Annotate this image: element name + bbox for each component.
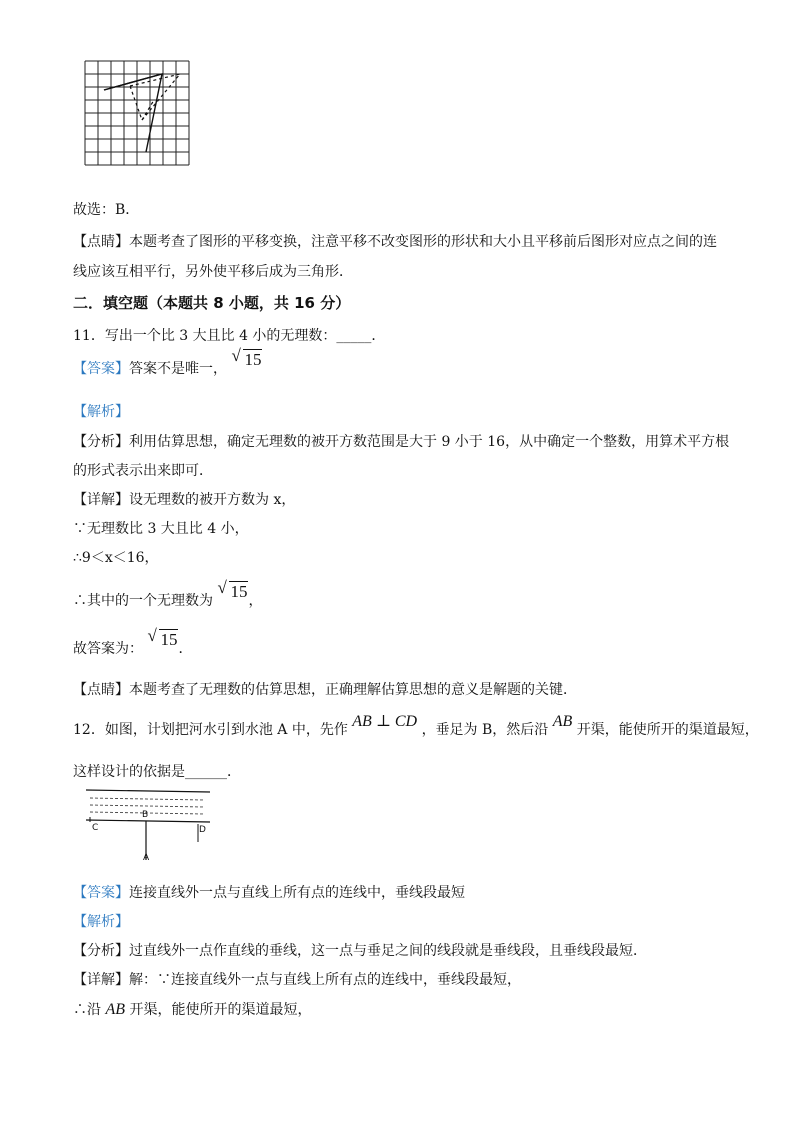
q12-detail xyxy=(73,970,521,990)
q11-question: 11．写出一个比 3 大且比 4 小的无理数：_____． xyxy=(73,328,386,344)
comment-text: 本题考查了无理数的估算思想，正确理解估算思想的意义是解题的关键． xyxy=(129,682,577,698)
detail-2-text: 开渠，能使所开的渠道最短， xyxy=(129,1002,312,1018)
answer-tag: 【答案】 xyxy=(73,361,129,377)
q11-detail-2: ∵无理数比 3 大且比 4 小， xyxy=(73,521,249,537)
q12-question xyxy=(73,713,759,740)
sqrt-expression: √ 15 xyxy=(147,626,178,649)
q11-final xyxy=(73,626,193,659)
detail-text: 设无理数的被开方数为 x， xyxy=(129,492,296,508)
question-text: 12．如图，计划把河水引到水池 A 中，先作 xyxy=(73,722,348,738)
comment-text: 本题考查了图形的平移变换，注意平移不改变图形的形状和大小且平移前后图形对应点之间的连 xyxy=(129,234,717,250)
sqrt-expression: √ 15 xyxy=(217,578,248,601)
label-d: D xyxy=(199,825,206,835)
fenxi-text: 过直线外一点作直线的垂线，这一点与垂足之间的线段就是垂线段，且垂线段最短． xyxy=(129,943,647,959)
q12-question-line2: 这样设计的依据是______． xyxy=(73,764,241,780)
ab-symbol: AB xyxy=(552,713,573,730)
detail-text: 解：∵连接直线外一点与直线上所有点的连线中，垂线段最短， xyxy=(129,972,521,988)
q11-answer xyxy=(73,346,262,379)
sqrt-expression: √ 15 xyxy=(231,346,262,369)
ab-symbol: AB xyxy=(105,1001,125,1018)
detail-4-comma: ， xyxy=(248,593,263,609)
q12-analysis-tag: 【解析】 xyxy=(73,914,129,930)
q11-detail xyxy=(73,490,295,510)
q11-comment xyxy=(73,680,577,700)
q11-detail-4 xyxy=(73,578,263,611)
q11-fenxi xyxy=(73,432,729,452)
fenxi-text: 利用估算思想，确定无理数的被开方数范围是大于 9 小于 16，从中确定一个整数，用算术平方根 xyxy=(129,434,730,450)
q10-comment-line2: 线应该互相平行，另外使平移后成为三角形． xyxy=(73,264,353,280)
q11-detail-3: ∴9＜x＜16， xyxy=(73,550,159,566)
detail-4-text: ∴其中的一个无理数为 xyxy=(73,593,213,609)
question-text: 开渠，能使所开的渠道最短， xyxy=(576,722,759,738)
detail-2-text: ∴沿 xyxy=(73,1002,101,1018)
q11-analysis-tag: 【解析】 xyxy=(73,404,129,420)
comment-tag: 【点睛】 xyxy=(73,234,129,250)
answer-tag: 【答案】 xyxy=(73,885,129,901)
q12-detail-2 xyxy=(73,1000,311,1020)
comment-tag: 【点睛】 xyxy=(73,682,129,698)
q12-fenxi xyxy=(73,941,647,961)
label-c: C xyxy=(92,823,99,833)
answer-text: 连接直线外一点与直线上所有点的连线中，垂线段最短 xyxy=(129,885,465,901)
final-text: 故答案为： xyxy=(73,641,143,657)
detail-tag: 【详解】 xyxy=(73,492,129,508)
fenxi-tag: 【分析】 xyxy=(73,434,129,450)
final-period: ． xyxy=(178,641,193,657)
grid-figure xyxy=(84,60,194,170)
label-b: B xyxy=(142,810,149,820)
label-a: A xyxy=(143,853,150,863)
river-figure xyxy=(86,786,216,866)
q11-fenxi-line2: 的形式表示出来即可． xyxy=(73,463,213,479)
q12-answer xyxy=(73,883,465,903)
question-text: ，垂足为 B，然后沿 xyxy=(421,722,549,738)
section-heading: 二．填空题（本题共 8 小题，共 16 分） xyxy=(73,294,351,312)
q10-conclusion: 故选：B． xyxy=(73,202,140,218)
q10-comment xyxy=(73,232,717,252)
perp-expression: AB ⊥ CD xyxy=(352,713,418,730)
detail-tag: 【详解】 xyxy=(73,972,129,988)
fenxi-tag: 【分析】 xyxy=(73,943,129,959)
answer-text: 答案不是唯一， xyxy=(129,361,227,377)
